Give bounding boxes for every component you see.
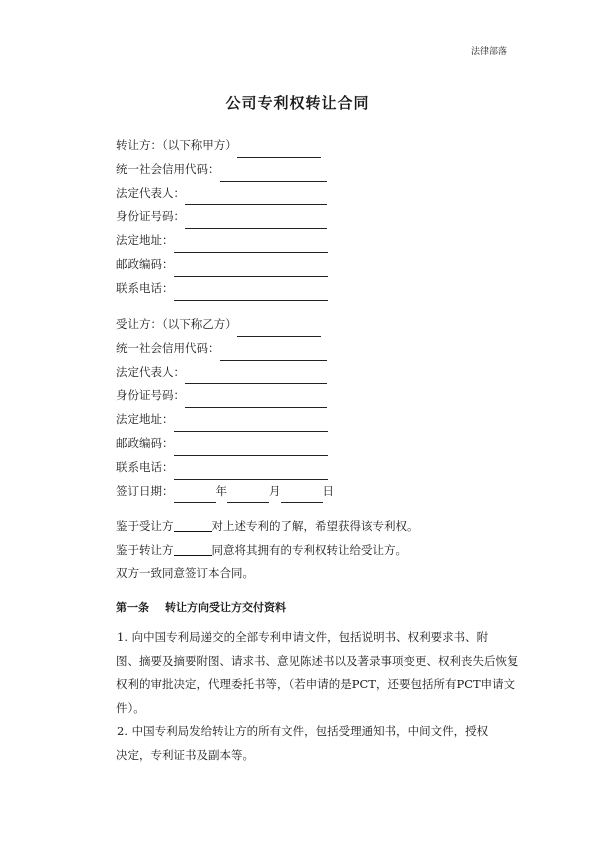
party-a-heading-row bbox=[116, 134, 328, 158]
id-number-field[interactable] bbox=[185, 212, 327, 229]
sign-month-field[interactable] bbox=[227, 487, 269, 503]
field-label: 法定代表人： bbox=[116, 364, 185, 379]
sign-year-field[interactable] bbox=[174, 487, 216, 503]
party-b-field-row bbox=[116, 408, 334, 432]
day-label: 日 bbox=[322, 483, 334, 498]
credit-code-field[interactable] bbox=[220, 165, 327, 182]
recital-text: 对上述专利的了解，希望获得该专利权。 bbox=[211, 519, 419, 533]
year-label: 年 bbox=[215, 483, 227, 498]
party-b-field-row bbox=[116, 337, 334, 361]
address-field[interactable] bbox=[174, 236, 328, 253]
recitals bbox=[116, 515, 508, 586]
field-label: 联系电话： bbox=[116, 280, 174, 295]
paragraph-line: 件）。 bbox=[116, 700, 145, 715]
phone-field[interactable] bbox=[174, 463, 328, 480]
field-label: 统一社会信用代码： bbox=[116, 161, 220, 176]
field-label: 身份证号码： bbox=[116, 209, 185, 224]
article-1-item-2 bbox=[116, 720, 508, 767]
field-label: 邮政编码： bbox=[116, 256, 174, 271]
party-a-heading: 转让方：（以下称甲方） bbox=[116, 138, 237, 152]
contract-title: 公司专利权转让合同 bbox=[225, 94, 370, 112]
party-a-field-row bbox=[116, 182, 328, 206]
id-number-field[interactable] bbox=[185, 391, 327, 408]
field-label: 法定地址： bbox=[116, 412, 174, 427]
field-label: 联系电话： bbox=[116, 459, 174, 474]
party-a-field-row bbox=[116, 277, 328, 301]
party-a-name-field[interactable] bbox=[237, 141, 321, 158]
postal-code-field[interactable] bbox=[174, 439, 328, 456]
party-b-name-field[interactable] bbox=[237, 320, 321, 337]
paragraph-line: 2. 中国专利局发给转让方的所有文件，包括受理通知书，中间文件，授权 bbox=[117, 724, 489, 738]
party-a-field-row bbox=[116, 158, 328, 182]
party-a-field-row bbox=[116, 205, 328, 229]
party-b-block bbox=[116, 313, 334, 503]
recital-2 bbox=[116, 539, 508, 563]
recital-blank-field[interactable] bbox=[174, 517, 212, 532]
header-brand: 法律部落 bbox=[470, 47, 507, 57]
phone-field[interactable] bbox=[174, 284, 328, 301]
recital-blank-field[interactable] bbox=[174, 541, 212, 556]
recital-text: 鉴于转让方 bbox=[116, 542, 174, 557]
party-b-field-row bbox=[116, 384, 334, 408]
paragraph-line: 决定，专利证书及副本等。 bbox=[116, 747, 254, 762]
field-label: 统一社会信用代码： bbox=[116, 340, 220, 355]
field-label: 法定地址： bbox=[116, 233, 174, 248]
field-label: 身份证号码： bbox=[116, 388, 185, 403]
legal-rep-field[interactable] bbox=[185, 367, 327, 384]
article-1-heading bbox=[116, 599, 286, 615]
party-b-heading-row bbox=[116, 313, 334, 337]
party-a-block bbox=[116, 134, 328, 301]
party-b-field-row bbox=[116, 432, 334, 456]
legal-rep-field[interactable] bbox=[185, 188, 327, 205]
paragraph-line: 图、摘要及摘要附图、请求书、意见陈述书以及著录事项变更、权利丧失后恢复 bbox=[116, 653, 519, 668]
sign-day-field[interactable] bbox=[281, 487, 323, 503]
recital-text: 同意将其拥有的专利权转让给受让方。 bbox=[211, 542, 407, 557]
party-a-field-row bbox=[116, 253, 328, 277]
recital-text: 鉴于受让方 bbox=[116, 519, 174, 533]
article-title: 转让方向受让方交付资料 bbox=[165, 601, 286, 614]
month-label: 月 bbox=[269, 483, 281, 498]
sign-date-row bbox=[116, 480, 334, 504]
paragraph-line: 权利的审批决定，代理委托书等，（若申请的是PCT，还要包括所有PCT申请文 bbox=[116, 677, 516, 692]
postal-code-field[interactable] bbox=[174, 260, 328, 277]
field-label: 邮政编码： bbox=[116, 435, 174, 450]
field-label: 法定代表人： bbox=[116, 185, 185, 200]
sign-date-label: 签订日期： bbox=[116, 483, 174, 498]
party-b-heading: 受让方：（以下称乙方） bbox=[116, 317, 237, 331]
paragraph-line: 1. 向中国专利局递交的全部专利申请文件，包括说明书、权利要求书、附 bbox=[117, 630, 489, 644]
party-b-field-row bbox=[116, 361, 334, 385]
article-1-item-1 bbox=[116, 626, 519, 720]
party-a-field-row bbox=[116, 229, 328, 253]
credit-code-field[interactable] bbox=[220, 344, 327, 361]
recital-1 bbox=[116, 515, 508, 539]
article-number: 第一条 bbox=[116, 601, 149, 614]
address-field[interactable] bbox=[174, 415, 328, 432]
recital-3: 双方一致同意签订本合同。 bbox=[116, 566, 254, 580]
party-b-field-row bbox=[116, 456, 334, 480]
